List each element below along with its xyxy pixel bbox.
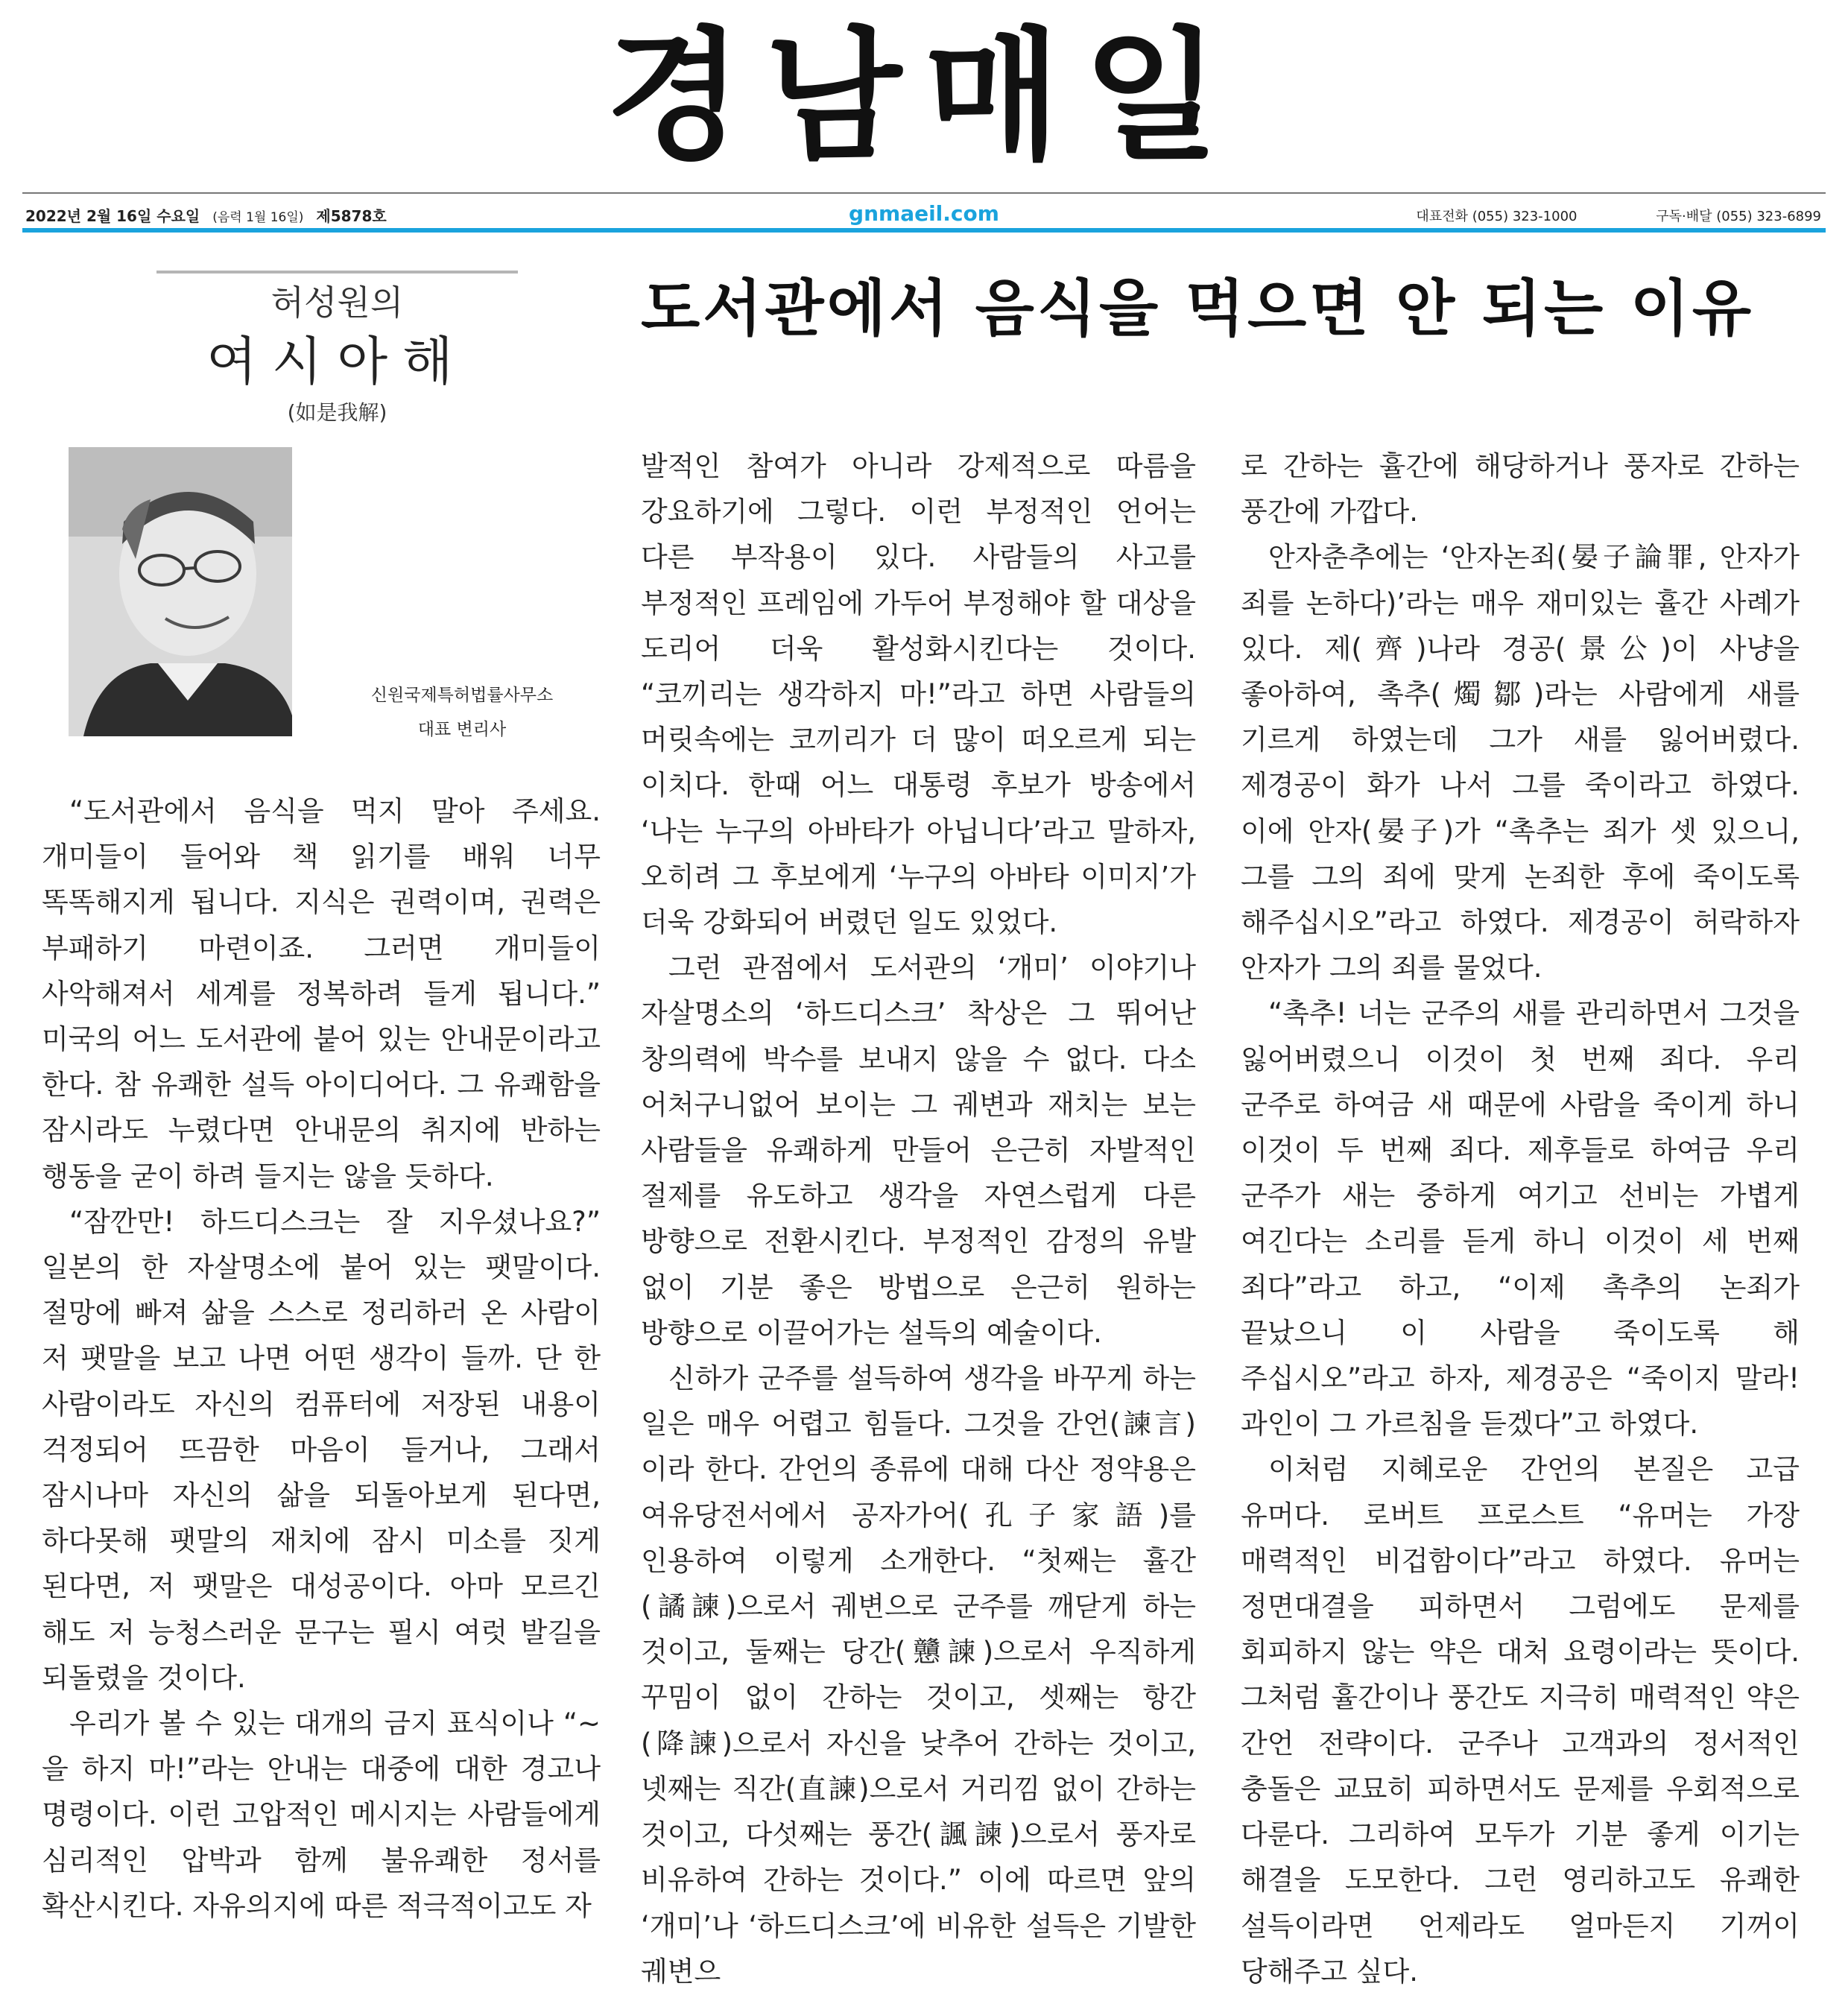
author-affiliation: 신원국제특허법률사무소 xyxy=(370,686,554,705)
paragraph: 이처럼 지혜로운 간언의 본질은 고급 유머다. 로버트 프로스트 “유머는 가장 매력적인 비겁함이다”라고 하였다. 유머는 정면대결을 피하면서 그럼에도 문제를 회피하지 않는 약은 대처 요령이라는 뜻이다. 그처럼 휼간이나 풍간도 지극히 매력적인 약은 간언 전략이다. 군주나 고객과의 정서적인 충돌은 교묘히 피하면서도 문제를 우회적으로 다룬다. 그리하여 모두가 기분 좋게 이기는 해결을 도모한다. 그런 영리하고도 유쾌한 설득이라면 언제라도 얼마든지 기꺼이 당해주고 싶다. xyxy=(1241,1453,1800,1988)
phone-delivery: 구독·배달 (055) 323-6899 xyxy=(1656,209,1821,224)
issue-date: 2022년 2월 16일 수요일 xyxy=(25,207,200,225)
phone-main: 대표전화 (055) 323-1000 xyxy=(1416,209,1578,224)
masthead xyxy=(0,15,1848,179)
article-column-2 xyxy=(641,443,1196,1988)
paragraph: “잠깐만! 하드디스크는 잘 지우셨나요?” 일본의 한 자살명소에 붙어 있는 팻말이다. 절망에 빠져 삶을 스스로 정리하러 온 사람이 저 팻말을 보고 나면 어떤 생각이 들까. 단 한 사람이라도 자신의 컴퓨터에 저장된 내용이 걱정되어 뜨끔한 마음이 들거나, 그래서 잠시나마 자신의 삶을 되돌아보게 된다면, 하다못해 팻말의 재치에 잠시 미소를 짓게 된다면, 저 팻말은 대성공이다. 아마 모르긴 해도 저 능청스러운 문구는 필시 여럿 발길을 되돌렸을 것이다. xyxy=(42,1205,601,1694)
paragraph: 신하가 군주를 설득하여 생각을 바꾸게 하는 일은 매우 어렵고 힘들다. 그것을 간언(諫言)이라 한다. 간언의 종류에 대해 다산 정약용은 여유당전서에서 공자가어(孔子家語)를 인용하여 이렇게 소개한다. “첫째는 휼간(譎諫)으로서 궤변으로 군주를 깨닫게 하는 것이고, 둘째는 당간(戇諫)으로서 우직하게 꾸밈이 없이 간하는 것이고, 셋째는 항간(降諫)으로서 자신을 낮추어 간하는 것이고, 넷째는 직간(直諫)으로서 거리낌 없이 간하는 것이고, 다섯째는 풍간(諷諫)으로서 풍자로 비유하여 간하는 것이다.” 이에 따르면 앞의 ‘개미’나 ‘하드디스크’에 비유한 설득은 기발한 궤변으 xyxy=(641,1362,1196,1988)
paragraph: “도서관에서 음식을 먹지 말아 주세요. 개미들이 들어와 책 읽기를 배워 너무 똑똑해지게 됩니다. 지식은 권력이며, 권력은 부패하기 마련이죠. 그러면 개미들이 사악해져서 세계를 정복하려 들게 됩니다.” 미국의 어느 도서관에 붙어 있는 안내문이라고 한다. 참 유쾌한 설득 아이디어다. 그 유쾌함을 잠시라도 누렸다면 안내문의 취지에 반하는 행동을 굳이 하려 들지는 않을 듯하다. xyxy=(42,795,601,1192)
author-title: 대표 변리사 xyxy=(417,720,507,739)
column-name: 여시아해 xyxy=(206,331,468,392)
paragraph: 우리가 볼 수 있는 대개의 금지 표식이나 “~을 하지 마!”라는 안내는 대중에 대한 경고나 명령이다. 이런 고압적인 메시지는 사람들에게 심리적인 압박과 함께 불유쾌한 정서를 확산시킨다. 자유의지에 따른 적극적이고도 자 xyxy=(42,1707,601,1922)
author-portrait-icon xyxy=(69,447,292,736)
author-info xyxy=(313,678,611,747)
paragraph: “촉추! 너는 군주의 새를 관리하면서 그것을 잃어버렸으니 이것이 첫 번째 죄다. 우리 군주로 하여금 새 때문에 사람을 죽이게 하니 이것이 두 번째 죄다. 제후들로 하여금 우리 군주가 새는 중하게 여기고 선비는 가볍게 여긴다는 소리를 듣게 하니 이것이 세 번째 죄다”라고 하고, “이제 촉추의 논죄가 끝났으니 이 사람을 죽이도록 해 주십시오”라고 하자, 제경공은 “죽이지 말라! 과인이 그 가르침을 듣겠다”고 하였다. xyxy=(1241,997,1800,1441)
lunar-date: (음력 1월 16일) xyxy=(212,210,304,225)
dateline-bar xyxy=(22,192,1826,233)
article-column-1 xyxy=(42,788,601,1936)
article-column-3 xyxy=(1241,443,1800,1988)
dateline-accent-rule xyxy=(22,228,1826,233)
paragraph: 발적인 참여가 아니라 강제적으로 따름을 강요하기에 그렇다. 이런 부정적인 언어는 다른 부작용이 있다. 사람들의 사고를 부정적인 프레임에 가두어 부정해야 할 대상을 도리어 더욱 활성화시킨다는 것이다. “코끼리는 생각하지 마!”라고 하면 사람들의 머릿속에는 코끼리가 더 많이 떠오르게 되는 이치다. 한때 어느 대통령 후보가 방송에서 ‘나는 누구의 아바타가 아닙니다’라고 말하자, 오히려 그 후보에게 ‘누구의 아바타 이미지’가 더욱 강화되어 버렸던 일도 있었다. xyxy=(641,450,1196,939)
paragraph: 그런 관점에서 도서관의 ‘개미’ 이야기나 자살명소의 ‘하드디스크’ 착상은 그 뛰어난 창의력에 박수를 보내지 않을 수 없다. 다소 어처구니없어 보이는 그 궤변과 재치는 보는 사람들을 유쾌하게 만들어 은근히 자발적인 절제를 유도하고 생각을 자연스럽게 다른 방향으로 전환시킨다. 부정적인 감정의 유발 없이 기분 좋은 방법으로 은근히 원하는 방향으로 이끌어가는 설득의 예술이다. xyxy=(641,952,1196,1349)
paragraph: 안자춘추에는 ‘안자논죄(晏子論罪, 안자가 죄를 논하다)’라는 매우 재미있는 휼간 사례가 있다. 제(齊)나라 경공(景公)이 사냥을 좋아하여, 촉추(燭鄒)라는 사람에게 새를 기르게 하였는데 그가 새를 잃어버렸다. 제경공이 화가 나서 그를 죽이라고 하였다. 이에 안자(晏子)가 “촉추는 죄가 셋 있으니, 그를 그의 죄에 맞게 논죄한 후에 죽이도록 해주십시오”라고 하였다. 제경공이 허락하자 안자가 그의 죄를 물었다. xyxy=(1241,541,1800,984)
column-author: 허성원의 xyxy=(270,282,404,323)
article-headline: 도서관에서 음식을 먹으면 안 되는 이유 xyxy=(641,274,1755,344)
issue-number: 제5878호 xyxy=(316,207,387,225)
paragraph: 로 간하는 휼간에 해당하거나 풍자로 간하는 풍간에 가깝다. xyxy=(1241,450,1800,528)
column-hanja: (如是我解) xyxy=(287,400,387,425)
newspaper-title: 경남매일 xyxy=(605,14,1243,179)
dateline-right xyxy=(1341,206,1821,225)
website-link[interactable]: gnmaeil.com xyxy=(849,201,999,226)
column-header-rule xyxy=(156,271,518,274)
